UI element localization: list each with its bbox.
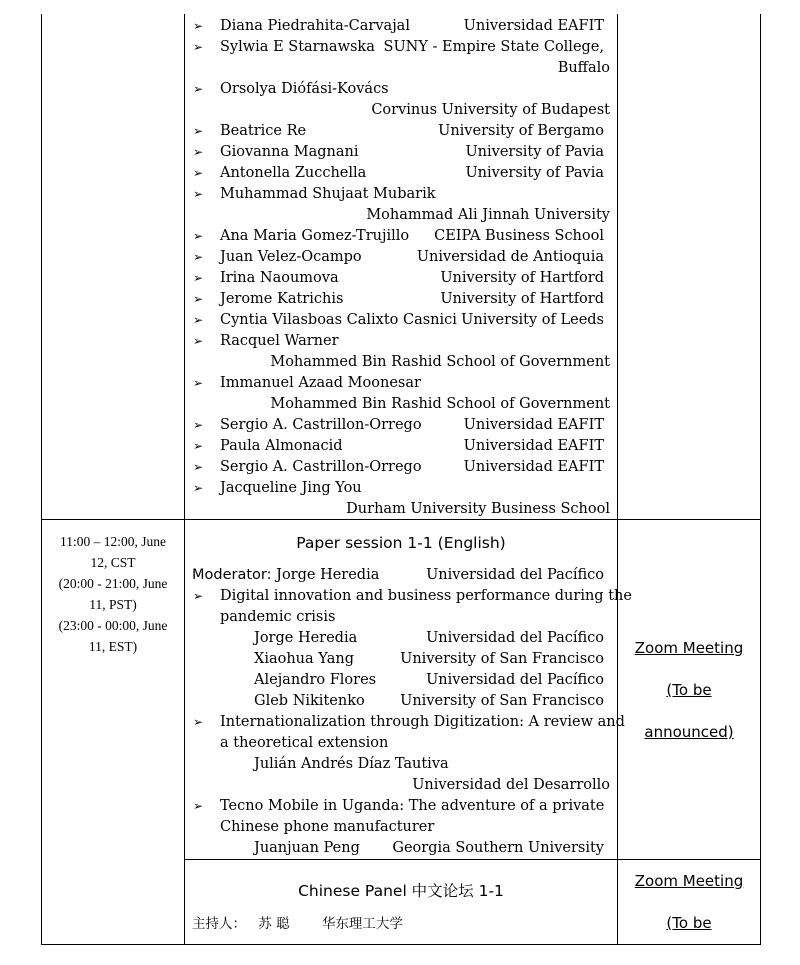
- bullet-icon: ➢: [193, 799, 204, 813]
- participant-affiliation: Durham University Business School: [346, 501, 610, 517]
- bullet-icon: ➢: [193, 229, 204, 243]
- author-affiliation: Georgia Southern University: [392, 840, 604, 856]
- participant-affiliation: University of Hartford: [440, 291, 604, 307]
- bullet-icon: ➢: [193, 82, 204, 96]
- participant-name: Antonella Zucchella: [220, 165, 367, 181]
- participant-affiliation: Buffalo: [557, 60, 610, 76]
- participant-name: Jerome Katrichis: [220, 291, 344, 307]
- bullet-icon: ➢: [193, 271, 204, 285]
- venue-line: Zoom Meeting: [634, 872, 744, 890]
- table-border-right: [760, 14, 761, 945]
- paper-title: Internationalization through Digitization: A review and: [220, 714, 625, 730]
- session-time: [42, 531, 184, 657]
- participant-name: Muhammad Shujaat Mubarik: [220, 186, 436, 202]
- participant-name: Sergio A. Castrillon-Orrego: [220, 459, 422, 475]
- participant-name: Cyntia Vilasboas Calixto Casnici: [220, 312, 457, 328]
- bullet-icon: ➢: [193, 589, 204, 603]
- author-affiliation: Universidad del Desarrollo: [412, 777, 610, 793]
- moderator-label: Moderator:: [192, 567, 272, 583]
- participant-affiliation: SUNY - Empire State College,: [383, 39, 604, 55]
- participant-name: Jacqueline Jing You: [220, 480, 362, 496]
- bullet-icon: ➢: [193, 145, 204, 159]
- author-name: Jorge Heredia: [254, 630, 358, 646]
- participant-affiliation: Universidad EAFIT: [463, 459, 604, 475]
- participant-affiliation: University of Pavia: [465, 165, 604, 181]
- participant-affiliation: Universidad de Antioquia: [416, 249, 604, 265]
- participant-name: Giovanna Magnani: [220, 144, 359, 160]
- author-affiliation: University of San Francisco: [400, 651, 604, 667]
- host-line: [192, 914, 403, 935]
- participant-affiliation: CEIPA Business School: [434, 228, 604, 244]
- participant-name: Orsolya Diófási-Kovács: [220, 81, 389, 97]
- participant-name: Sergio A. Castrillon-Orrego: [220, 417, 422, 433]
- moderator-line: [192, 565, 379, 586]
- time-line: 11, PST): [89, 597, 137, 612]
- bullet-icon: ➢: [193, 481, 204, 495]
- bullet-icon: ➢: [193, 292, 204, 306]
- participant-name: Juan Velez-Ocampo: [220, 249, 362, 265]
- author-name: Gleb Nikitenko: [254, 693, 365, 709]
- participant-name: Irina Naoumova: [220, 270, 339, 286]
- venue-line: (To be: [666, 681, 712, 699]
- participant-affiliation: Mohammad Ali Jinnah University: [366, 207, 610, 223]
- bullet-icon: ➢: [193, 187, 204, 201]
- participant-affiliation: Universidad EAFIT: [463, 438, 604, 454]
- table-divider-col1: [184, 14, 185, 945]
- time-line: 11:00 – 12:00, June: [60, 534, 166, 549]
- bullet-icon: ➢: [193, 124, 204, 138]
- venue-line: (To be: [666, 914, 712, 932]
- paper-title: Digital innovation and business performance during the: [220, 588, 632, 604]
- author-name: Julián Andrés Díaz Tautiva: [254, 756, 449, 772]
- session-title: Paper session 1-1 (English): [296, 534, 506, 552]
- bullet-icon: ➢: [193, 40, 204, 54]
- venue-line: Zoom Meeting: [634, 639, 744, 657]
- table-divider-col2: [617, 14, 618, 945]
- bullet-icon: ➢: [193, 715, 204, 729]
- author-affiliation: Universidad del Pacífico: [426, 672, 604, 688]
- time-line: (20:00 - 21:00, June: [58, 576, 168, 591]
- host-affiliation: 华东理工大学: [321, 916, 403, 932]
- participant-name: Racquel Warner: [220, 333, 339, 349]
- author-name: Xiaohua Yang: [254, 651, 354, 667]
- host-name: 苏 聪: [258, 916, 290, 932]
- participant-name: Ana Maria Gomez-Trujillo: [220, 228, 410, 244]
- participant-affiliation: Universidad EAFIT: [463, 18, 604, 34]
- author-affiliation: Universidad del Pacífico: [426, 630, 604, 646]
- moderator-name: Jorge Heredia: [276, 567, 380, 583]
- venue-line: announced): [644, 723, 734, 741]
- bullet-icon: ➢: [193, 19, 204, 33]
- paper-title: Tecno Mobile in Uganda: The adventure of a private: [220, 798, 605, 814]
- participant-affiliation: Mohammed Bin Rashid School of Government: [270, 396, 610, 412]
- participant-affiliation: Mohammed Bin Rashid School of Government: [270, 354, 610, 370]
- time-line: 11, EST): [88, 639, 138, 654]
- bullet-icon: ➢: [193, 418, 204, 432]
- participant-affiliation: University of Pavia: [465, 144, 604, 160]
- venue-session2: [618, 860, 760, 944]
- bullet-icon: ➢: [193, 376, 204, 390]
- chinese-panel-title: Chinese Panel 中文论坛 1-1: [298, 882, 504, 900]
- venue-session1: [618, 627, 760, 753]
- bullet-icon: ➢: [193, 166, 204, 180]
- bullet-icon: ➢: [193, 250, 204, 264]
- paper-title: a theoretical extension: [220, 735, 389, 751]
- author-name: Alejandro Flores: [254, 672, 377, 688]
- moderator-affiliation: Universidad del Pacífico: [426, 567, 604, 583]
- participant-affiliation: University of Leeds: [461, 312, 604, 328]
- paper-title: Chinese phone manufacturer: [220, 819, 435, 835]
- time-line: (23:00 - 00:00, June: [58, 618, 168, 633]
- table-border-left: [41, 14, 42, 945]
- participant-affiliation: Corvinus University of Budapest: [371, 102, 610, 118]
- author-name: Juanjuan Peng: [254, 840, 360, 856]
- table-border-bottom: [41, 944, 761, 945]
- participant-name: Sylwia E Starnawska: [220, 39, 375, 55]
- participant-affiliation: University of Bergamo: [438, 123, 604, 139]
- participant-name: Beatrice Re: [220, 123, 307, 139]
- bullet-icon: ➢: [193, 460, 204, 474]
- bullet-icon: ➢: [193, 334, 204, 348]
- participant-name: Paula Almonacid: [220, 438, 343, 454]
- bullet-icon: ➢: [193, 439, 204, 453]
- participant-affiliation: Universidad EAFIT: [463, 417, 604, 433]
- participant-affiliation: University of Hartford: [440, 270, 604, 286]
- time-line: 12, CST: [90, 555, 136, 570]
- author-affiliation: University of San Francisco: [400, 693, 604, 709]
- participant-name: Diana Piedrahita-Carvajal: [220, 18, 410, 34]
- paper-title: pandemic crisis: [220, 609, 336, 625]
- participant-name: Immanuel Azaad Moonesar: [220, 375, 421, 391]
- bullet-icon: ➢: [193, 313, 204, 327]
- host-label: 主持人：: [192, 916, 246, 932]
